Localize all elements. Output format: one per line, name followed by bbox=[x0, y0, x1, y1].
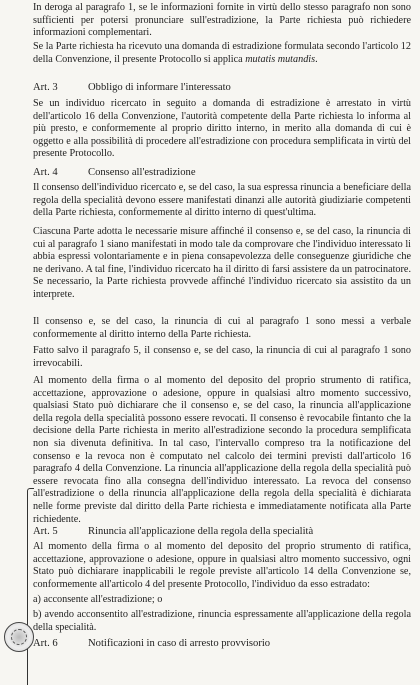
article-3-paragraph: Se un individuo ricercato in seguito a domanda di estradizione è arrestato in virtù dell'articolo 16 della Convenzione, l'autorità competente della Parte richiesta lo informa al più presto, e conformemente al proprio diritto interno, in merito alla domanda di cui è oggetto e alla possibilità di procedere all'estradizione con procedura semplificata in virtù del presente Protocollo. bbox=[33, 98, 411, 160]
paragraph-top-2-italic: mutatis mutandis bbox=[245, 53, 316, 65]
article-4-paragraph-4: Fatto salvo il paragrafo 5, il consenso e, se del caso, la rinuncia di cui al paragrafo 1 sono irrevocabili. bbox=[33, 345, 411, 369]
article-6-title: Notificazioni in caso di arresto provvisorio bbox=[88, 638, 271, 649]
article-5-heading bbox=[33, 525, 313, 538]
article-5-number: Art. 5 bbox=[33, 526, 58, 537]
article-4-paragraph-2: Ciascuna Parte adotta le necessarie misure affinché il consenso e, se del caso, la rinuncia di cui al paragrafo 1 siano manifestati in modo tale da comprovare che l'individuo interessato li abbia espressi volontariamente e in piena consapevolezza delle conseguenze giuridiche che ne derivano. A tal fine, l'individuo ricercato ha il diritto di farsi assistere da un patrocinatore. Se necessario, la Parte richiesta provvede affinché l'individuo ricercato sia assistito da un interprete. bbox=[33, 226, 411, 300]
article-3-title: Obbligo di informare l'interessato bbox=[88, 82, 231, 93]
article-4-paragraph-3: Il consenso e, se del caso, la rinuncia di cui al paragrafo 1 sono messi a verbale conformemente al diritto interno della Parte richiesta. bbox=[33, 316, 411, 340]
article-4-heading bbox=[33, 166, 196, 179]
article-4-title: Consenso all'estradizione bbox=[88, 167, 196, 178]
article-3-heading bbox=[33, 81, 231, 94]
article-4-paragraph-5: Al momento della firma o al momento del deposito del proprio strumento di ratifica, accettazione, approvazione o adesione, oppure in qualsiasi altro momento successivo, qualsiasi Stato può dichiarare che il consenso e, se del caso, la rinuncia all'applicazione della regola della specialità possono essere revocati. Il consenso è revocabile fintanto che la decisione della Parte richiesta in merito all'estradizione secondo la procedura semplificata non sia divenuta definitiva. In tal caso, l'intervallo compreso tra la notificazione del consenso e la revoca non è computato nel calcolo dei termini previsti dall'articolo 16 paragrafo 4 della Convenzione. La rinuncia all'applicazione della regola della specialità può essere revocata fino alla consegna dell'individuo interessato. La revoca del consenso all'estradizione o della rinuncia all'applicazione della regola della specialità è dichiarata nelle forme previste dal diritto della Parte richiesta e immediatamente notificata alla Parte richiedente. bbox=[33, 375, 411, 525]
article-4-paragraph-1: Il consenso dell'individuo ricercato e, se del caso, la sua espressa rinuncia a beneficiare della regola della specialità devono essere manifestati dinanzi alle autorità giudiziarie competenti della Parte richiesta, conformemente al diritto interno di quest'ultima. bbox=[33, 182, 411, 219]
article-3-number: Art. 3 bbox=[33, 82, 58, 93]
article-5-title: Rinuncia all'applicazione della regola della specialità bbox=[88, 526, 314, 537]
article-5-item-b: b) avendo acconsentito all'estradizione, rinuncia espressamente all'applicazione della regola della specialità. bbox=[33, 609, 411, 633]
paragraph-top-2-end: . bbox=[315, 53, 318, 65]
article-5-item-a: a) acconsente all'estradizione; o bbox=[33, 594, 163, 605]
paragraph-top-2-text: Se la Parte richiesta ha ricevuto una domanda di estradizione formulata secondo l'articolo 12 della Convenzione, il presente Protocollo si applica bbox=[33, 41, 411, 65]
paragraph-top-2 bbox=[33, 41, 411, 66]
article-6-number: Art. 6 bbox=[33, 638, 58, 649]
paragraph-top-1: In deroga al paragrafo 1, se le informazioni fornite in virtù dello stesso paragrafo non sono sufficienti per potersi pronunciare sull'estradizione, la Parte richiesta può richiedere informazioni complementari. bbox=[33, 2, 411, 39]
article-6-heading bbox=[33, 637, 270, 650]
article-5-paragraph: Al momento della firma o al momento del deposito del proprio strumento di ratifica, accettazione, approvazione o adesione, oppure in qualsiasi altro momento successivo, ogni Stato può dichiarare inapplicabili le regole previste all'articolo 14 della Convenzione se, conformemente all'articolo 4 del presente Protocollo, l'individuo da esso estradato: bbox=[33, 541, 411, 590]
official-seal-icon bbox=[4, 622, 34, 652]
article-4-number: Art. 4 bbox=[33, 167, 58, 178]
